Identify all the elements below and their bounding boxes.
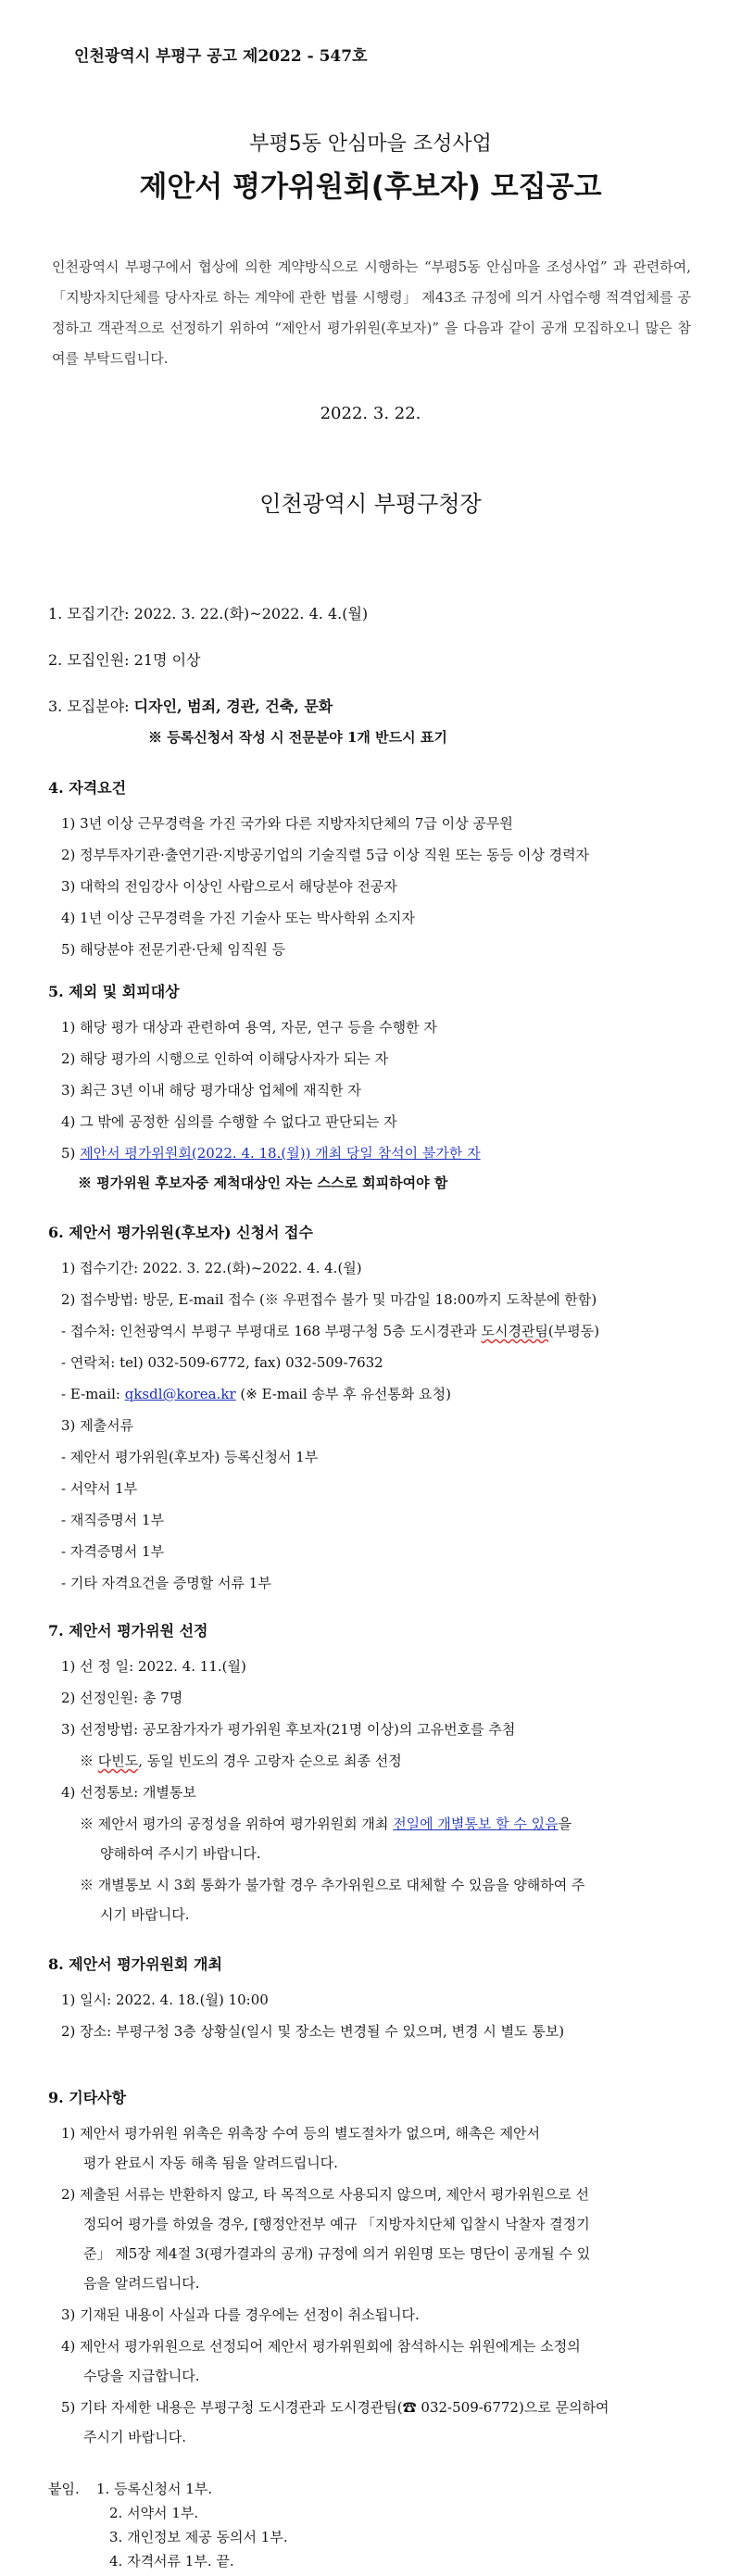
note-text: , 동일 빈도의 경우 고랑자 순으로 최종 선정: [138, 1753, 402, 1769]
selection-method: 3) 선정방법: 공모참가자가 평가위원 후보자(21명 이상)의 고유번호를 추첨: [61, 1721, 516, 1738]
docs-heading: 3) 제출서류: [61, 1417, 134, 1434]
misc-line: 4) 제안서 평가위원으로 선정되어 제안서 평가위원회에 참석하시는 위원에게는 소정의: [61, 2338, 581, 2355]
meeting-absence-link[interactable]: 제안서 평가위원회(2022. 4. 18.(월)) 개최 당일 참석이 불가한 자: [80, 1145, 481, 1162]
section-heading: 2. 모집인원:: [48, 651, 130, 669]
email-info: [61, 1384, 451, 1403]
section-heading: 3. 모집분야:: [48, 697, 130, 715]
list-item: - 기타 자격요건을 증명할 서류 1부: [61, 1575, 271, 1591]
team-name: 도시경관팀: [481, 1323, 548, 1339]
section-selection: 7. 제안서 평가위원 선정: [48, 1622, 208, 1640]
exclusion-note: ※ 평가위원 후보자중 제척대상인 자는 스스로 회피하여야 함: [78, 1175, 448, 1191]
list-item: 4) 그 밖에 공정한 심의를 수행할 수 없다고 판단되는 자: [61, 1113, 397, 1130]
note-text-end: 을: [558, 1816, 572, 1832]
meeting-time: 1) 일시: 2022. 4. 18.(월) 10:00: [61, 1992, 269, 2008]
attachment-item: 4. 자격서류 1부. 끝.: [109, 2553, 234, 2570]
attachment-item: 3. 개인정보 제공 동의서 1부.: [109, 2529, 288, 2545]
notice-number: 인천광역시 부평구 공고 제2022 - 547호: [74, 47, 368, 66]
attachments-label: 붙임.: [48, 2481, 80, 2497]
attachment-item: 1. 등록신청서 1부.: [96, 2481, 213, 2497]
section-value: 2022. 3. 22.(화)~2022. 4. 4.(월): [133, 605, 369, 622]
misc-line: 평가 완료시 자동 해촉 됨을 알려드립니다.: [83, 2155, 338, 2171]
list-item: - 재직증명서 1부: [61, 1512, 165, 1528]
notify-link[interactable]: 전일에 개별통보 할 수 있음: [393, 1816, 559, 1832]
list-item: - 서약서 1부: [61, 1480, 138, 1497]
notice-date: 2022. 3. 22.: [320, 404, 421, 423]
email-label: - E-mail:: [61, 1386, 125, 1402]
misc-line: 음을 알려드립니다.: [83, 2275, 200, 2292]
list-item: 3) 대학의 전임강사 이상인 사람으로서 해당분야 전공자: [61, 878, 397, 895]
misc-line: 수당을 지급합니다.: [83, 2368, 200, 2384]
section-recruit-count: [48, 648, 201, 670]
selection-date: 1) 선 정 일: 2022. 4. 11.(월): [61, 1658, 246, 1675]
list-item: 2) 해당 평가의 시행으로 인하여 이해당사자가 되는 자: [61, 1050, 389, 1067]
section-misc: 9. 기타사항: [48, 2089, 127, 2106]
list-item: 1) 3년 이상 근무경력을 가진 국가와 다른 지방자치단체의 7급 이상 공무원: [61, 815, 513, 832]
meeting-place: 2) 장소: 부평구청 3층 상황실(일시 및 장소는 변경될 수 있으며, 변경 시 별도 통보): [61, 2023, 565, 2040]
section-application: 6. 제안서 평가위원(후보자) 신청서 접수: [48, 1224, 313, 1241]
misc-line: 정되어 평가를 하였을 경우, [행정안전부 예규 「지방자치단체 입찰시 낙찰자 결정기: [83, 2216, 590, 2232]
list-item: 3) 최근 3년 이내 해당 평가대상 업체에 재직한 자: [61, 1082, 361, 1099]
misc-line: 3) 기재된 내용이 사실과 다를 경우에는 선정이 취소됩니다.: [61, 2306, 420, 2323]
list-item: - 자격증명서 1부: [61, 1543, 165, 1560]
selection-count: 2) 선정인원: 총 7명: [61, 1690, 183, 1706]
contact-info: - 연락처: tel) 032-509-6772, fax) 032-509-7632: [61, 1354, 383, 1371]
notify-note-1-cont: 양해하여 주시기 바랍니다.: [100, 1845, 261, 1862]
intro-paragraph: 인천광역시 부평구에서 협상에 의한 계약방식으로 시행하는 “부평5동 안심마을 조성사업” 과 관련하여, 「지방자치단체를 당사자로 하는 계약에 관한 법률 시행령」 제43조 규정에 의거 사업수행 적격업체를 공정하고 객관적으로 선정하기 위하여 “제안서 평가위원(후보자)” 을 다음과 같이 공개 모집하오니 많은 참여를 부탁드립니다.: [52, 258, 691, 367]
attachment-item: 2. 서약서 1부.: [109, 2505, 199, 2521]
section-recruit-period: [48, 602, 368, 623]
misc-line: 2) 제출된 서류는 반환하지 않고, 타 목적으로 사용되지 않으며, 제안서 평가위원으로 선: [61, 2186, 590, 2203]
list-item: - 제안서 평가위원(후보자) 등록신청서 1부: [61, 1449, 319, 1465]
list-item: 2) 정부투자기관·출연기관·지방공기업의 기술직렬 5급 이상 직원 또는 동등 이상 경력자: [61, 847, 590, 863]
section-heading: 1. 모집기간:: [48, 605, 130, 622]
section-value: 21명 이상: [133, 651, 201, 669]
application-period: 1) 접수기간: 2022. 3. 22.(화)~2022. 4. 4.(월): [61, 1260, 362, 1276]
misc-line: 5) 기타 자세한 내용은 부평구청 도시경관과 도시경관팀(☎ 032-509-6772)으로 문의하여: [61, 2399, 609, 2416]
list-item: 1) 해당 평가 대상과 관련하여 용역, 자문, 연구 등을 수행한 자: [61, 1019, 437, 1036]
notify-note-2: ※ 개별통보 시 3회 통화가 불가할 경우 추가위원으로 대체할 수 있음을 양해하여 주: [80, 1877, 585, 1893]
application-method: 2) 접수방법: 방문, E-mail 접수 (※ 우편접수 불가 및 마감일 18:00까지 도착분에 한함): [61, 1291, 597, 1308]
notify-note-2-cont: 시기 바랍니다.: [100, 1906, 190, 1923]
place-text: - 접수처: 인천광역시 부평구 부평대로 168 부평구청 5층 도시경관과: [61, 1323, 482, 1339]
email-link[interactable]: qksdl@korea.kr: [124, 1386, 236, 1402]
list-item-number: 5): [61, 1145, 76, 1162]
note-term: 다빈도: [97, 1753, 139, 1769]
place-suffix: (부평동): [547, 1323, 600, 1339]
section-qualifications: 4. 자격요건: [48, 779, 127, 797]
section-meeting: 8. 제안서 평가위원회 개최: [48, 1955, 222, 1973]
misc-line: 준」 제5장 제4절 3(평가결과의 공개) 규정에 의거 위원명 또는 명단이 공개될 수 있: [83, 2245, 591, 2262]
section-recruit-fields: [48, 695, 333, 716]
misc-line: 1) 제안서 평가위원 위촉은 위촉장 수여 등의 별도절차가 없으며, 해촉은 제안서: [61, 2125, 541, 2142]
note-mark: ※: [80, 1753, 98, 1769]
section-exclusions: 5. 제외 및 회피대상: [48, 983, 180, 1000]
email-note: (※ E-mail 송부 후 유선통화 요청): [235, 1386, 452, 1402]
misc-line: 주시기 바랍니다.: [83, 2429, 186, 2445]
issuer-name: 인천광역시 부평구청장: [259, 491, 482, 517]
notify-note-1: [80, 1814, 571, 1833]
selection-method-note: [80, 1751, 402, 1770]
list-item: 5) 해당분야 전문기관·단체 임직원 등: [61, 941, 286, 958]
page-title: 제안서 평가위원회(후보자) 모집공고: [139, 170, 602, 204]
application-place: [61, 1321, 599, 1340]
fields-note: ※ 등록신청서 작성 시 전문분야 1개 반드시 표기: [148, 729, 447, 746]
list-item: 4) 1년 이상 근무경력을 가진 기술사 또는 박사학위 소지자: [61, 910, 415, 926]
section-value: 디자인, 범죄, 경관, 건축, 문화: [133, 697, 333, 715]
project-subtitle: 부평5동 안심마을 조성사업: [249, 132, 492, 156]
selection-notify: 4) 선정통보: 개별통보: [61, 1784, 196, 1801]
note-text: ※ 제안서 평가의 공정성을 위하여 평가위원회 개최: [80, 1816, 394, 1832]
list-item: [61, 1143, 481, 1162]
